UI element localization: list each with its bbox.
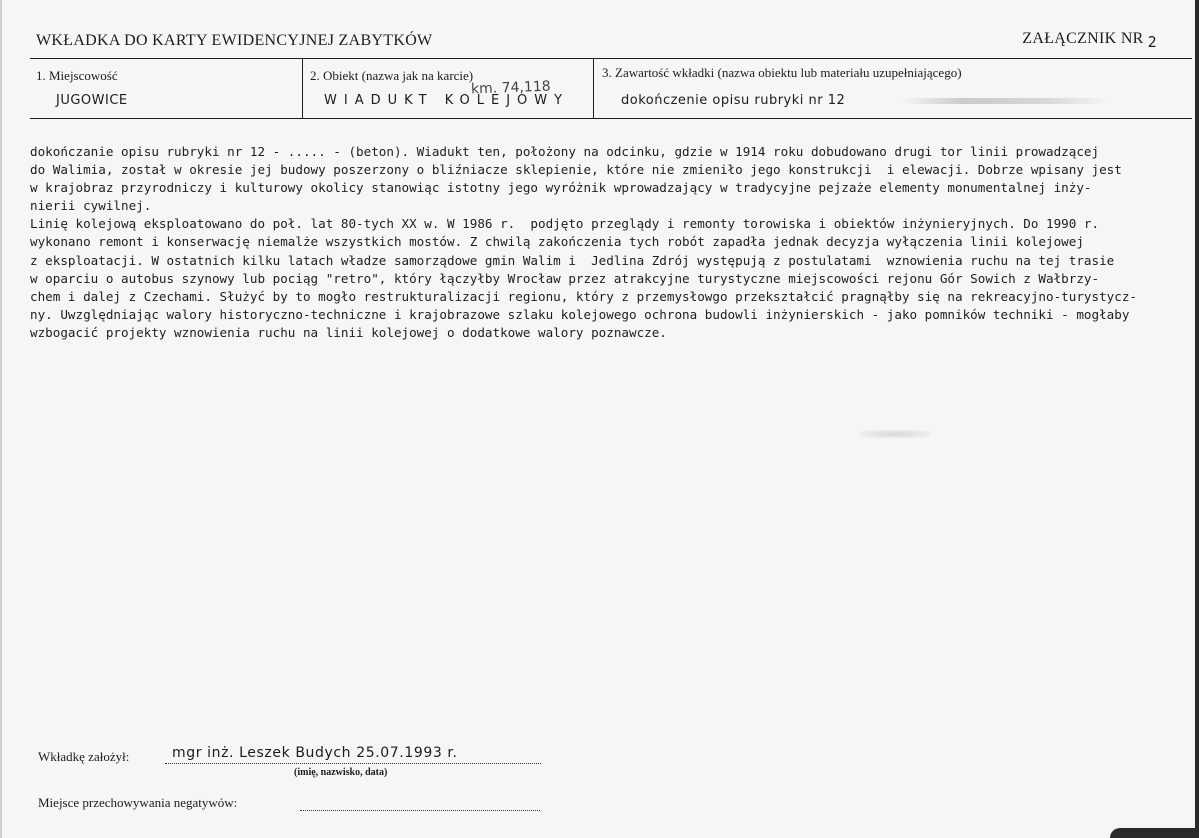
negatives-dotline — [300, 810, 540, 811]
annex-label-group — [1022, 29, 1157, 51]
text-line: w oparciu o autobus szynowy lub pociąg "retro", który łączyłby Wrocław przez atrakcyjne turystyczne miejscowości rejonu Gór Sowich z Wałbrzy- — [30, 270, 1100, 286]
scan-smudge-2 — [860, 430, 930, 438]
text-line: w krajobraz przyrodniczy i kulturowy okolicy stanowiąc istotny jego wyróżnik wprowadzający w tradycyjne pejzaże elementy monumentalnej inży- — [30, 180, 1092, 196]
km-handwritten-note: km. 74,118 — [470, 78, 551, 98]
text-line: wzbogacić projekty wznowienia ruchu na linii kolejowej o dodatkowe walory poznawcze. — [30, 324, 667, 340]
scan-edge-bottom — [1110, 828, 1199, 838]
scan-smudge — [900, 98, 1110, 104]
scan-edge-left — [0, 0, 2, 838]
text-line: do Walimia, został w okresie jej budowy poszerzony o bliźniacze sklepienie, które nie zmieniło jego konstrukcji i elewacji. Dobrze wpisany jest — [30, 162, 1122, 178]
created-by-dotline — [165, 763, 541, 764]
contents-value: dokończenie opisu rubryki nr 12 — [621, 93, 846, 108]
object-label: 2. Obiekt (nazwa jak na karcie) — [310, 68, 474, 83]
object-value: WIADUKT KOLEJOWY — [324, 93, 570, 108]
description-text — [30, 143, 1190, 342]
text-line: dokończanie opisu rubryki nr 12 - ..... - (beton). Wiadukt ten, położony na odcinku, gdzie w 1914 roku dobudowano drugi tor linii prowadzącej — [30, 144, 1100, 159]
annex-label: ZAŁĄCZNIK NR — [1022, 30, 1144, 47]
card-title: WKŁADKA DO KARTY EWIDENCYJNEJ ZABYTKÓW — [36, 32, 433, 49]
field-divider-2 — [593, 58, 594, 118]
scan-edge-right — [1195, 0, 1199, 838]
annex-number: 2 — [1147, 33, 1157, 51]
header-rule-top — [30, 58, 1192, 59]
field-divider-1 — [302, 58, 303, 118]
text-line: wykonano remont i konserwację niemalże wszystkich mostów. Z chwilą zakończenia tych robót zapadła jednak decyzja wyłączenia linii kolejowej — [30, 234, 1084, 250]
text-line: chem i dalej z Czechami. Służyć by to mogło restrukturalizacji regionu, który z przemysłowgo przekształcić pragnąłby się na rekreacyjno-turystycz- — [30, 288, 1137, 304]
text-line: ny. Uwzględniając walory historyczno-techniczne i krajobrazowe szlaku kolejowego ochrona budowli inżynierskich - jako pomników techniki - mogłaby — [30, 306, 1130, 322]
locality-value: JUGOWICE — [56, 93, 128, 108]
text-line: Linię kolejową eksploatowano do poł. lat 80-tych XX w. W 1986 r. podjęto przeglądy i remonty torowiska i obiektów inżynieryjnych. Do 1990 r. — [30, 216, 1100, 232]
negatives-label: Miejsce przechowywania negatywów: — [38, 795, 238, 810]
text-line: nierii cywilnej. — [30, 198, 152, 214]
created-by-label: Wkładkę założył: — [38, 749, 130, 764]
contents-label: 3. Zawartość wkładki (nazwa obiektu lub materiału uzupełniającego) — [602, 65, 962, 80]
text-line: z eksploatacji. W ostatnich kilku latach władze samorządowe gmin Walim i Jedlina Zdrój występują z postulatami wznowienia ruchu na tej trasie — [30, 252, 1115, 268]
locality-label: 1. Miejscowość — [36, 68, 118, 83]
created-by-sublabel: (imię, nazwisko, data) — [294, 767, 388, 778]
created-by-value: mgr inż. Leszek Budych 25.07.1993 r. — [172, 745, 458, 761]
header-rule-bottom — [30, 118, 1192, 119]
